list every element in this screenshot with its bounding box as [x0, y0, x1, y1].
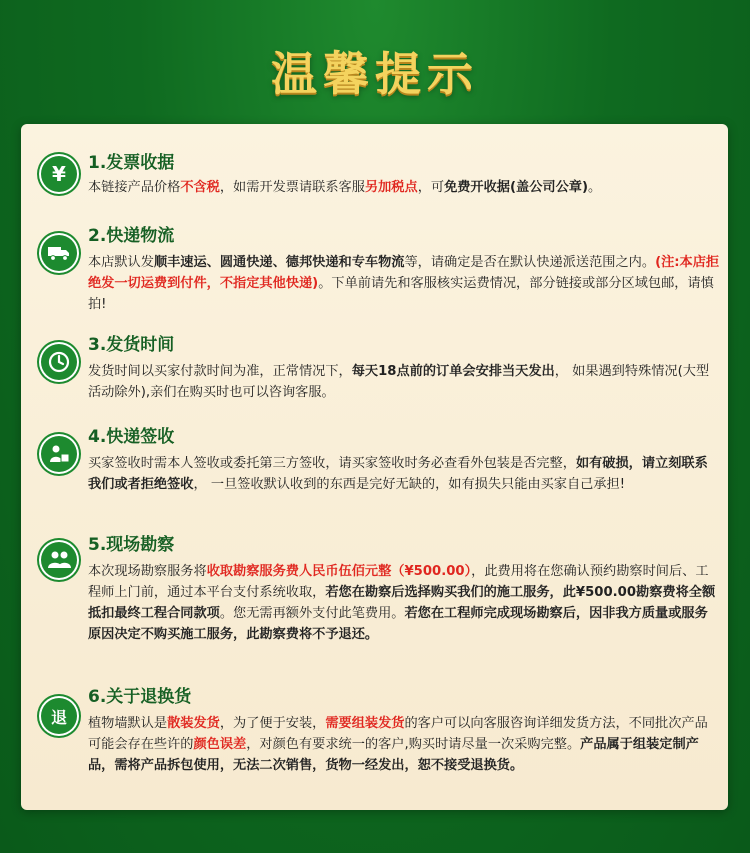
- section-body: 发货时间以买家付款时间为准，正常情况下，每天18点前的订单会安排当天发出， 如果遇到特殊情况(大型活动除外),亲们在购买时也可以咨询客服。: [88, 364, 710, 400]
- section-body: 本次现场勘察服务将收取勘察服务费人民币伍佰元整（¥500.00），此费用将在您确认预约勘察时间后、工程师上门前，通过本平台支付系统收取，若您在勘察后选择购买我们的施工服务，此¥500.00勘察费将全额抵扣最终工程合同款项。您无需再额外支付此笔费用。若您在工程师完成现场勘察后，因非我方质量或服务原因决定不购买施工服务，此勘察费将不予退还。: [88, 564, 716, 642]
- section-heading: 5.现场勘察: [88, 535, 175, 555]
- section-body: 本店默认发顺丰速运、圆通快递、德邦快递和专车物流等，请确定是否在默认快递派送范围之内。(注:本店拒绝发一切运费到付件，不指定其他快递)。下单前请先和客服核实运费情况，部分链接或部分区域包邮，请慎拍!: [88, 255, 720, 312]
- section-heading: 1.发票收据: [88, 153, 175, 173]
- people-icon: [39, 540, 79, 580]
- clock-icon: [39, 342, 79, 382]
- page-title: 温馨提示: [271, 47, 479, 101]
- section-heading: 3.发货时间: [88, 335, 175, 355]
- return-shield-icon: 退: [39, 696, 79, 736]
- section-heading: 2.快递物流: [88, 226, 175, 246]
- section-body: 植物墙默认是散装发货，为了便于安装，需要组装发货的客户可以向客服咨询详细发货方法，不同批次产品可能会存在些许的颜色误差，对颜色有要求统一的客户,购买时请尽量一次采购完整。产品属于组装定制产品，需将产品拆包使用，无法二次销售，货物一经发出，恕不接受退换货。: [88, 716, 708, 773]
- section-body: 买家签收时需本人签收或委托第三方签收，请买家签收时务必查看外包装是否完整，如有破损，请立刻联系我们或者拒绝签收， 一旦签收默认收到的东西是完好无缺的，如有损失只能由买家自己承担!: [88, 456, 708, 492]
- section-body: 本链接产品价格不含税，如需开发票请联系客服另加税点，可免费开收据(盖公司公章)。: [88, 180, 602, 195]
- notice-card: [21, 124, 728, 810]
- package-person-icon: [39, 434, 79, 474]
- yen-icon: ¥: [39, 154, 79, 194]
- section-heading: 4.快递签收: [88, 427, 175, 447]
- truck-icon: [39, 233, 79, 273]
- section-heading: 6.关于退换货: [88, 687, 192, 707]
